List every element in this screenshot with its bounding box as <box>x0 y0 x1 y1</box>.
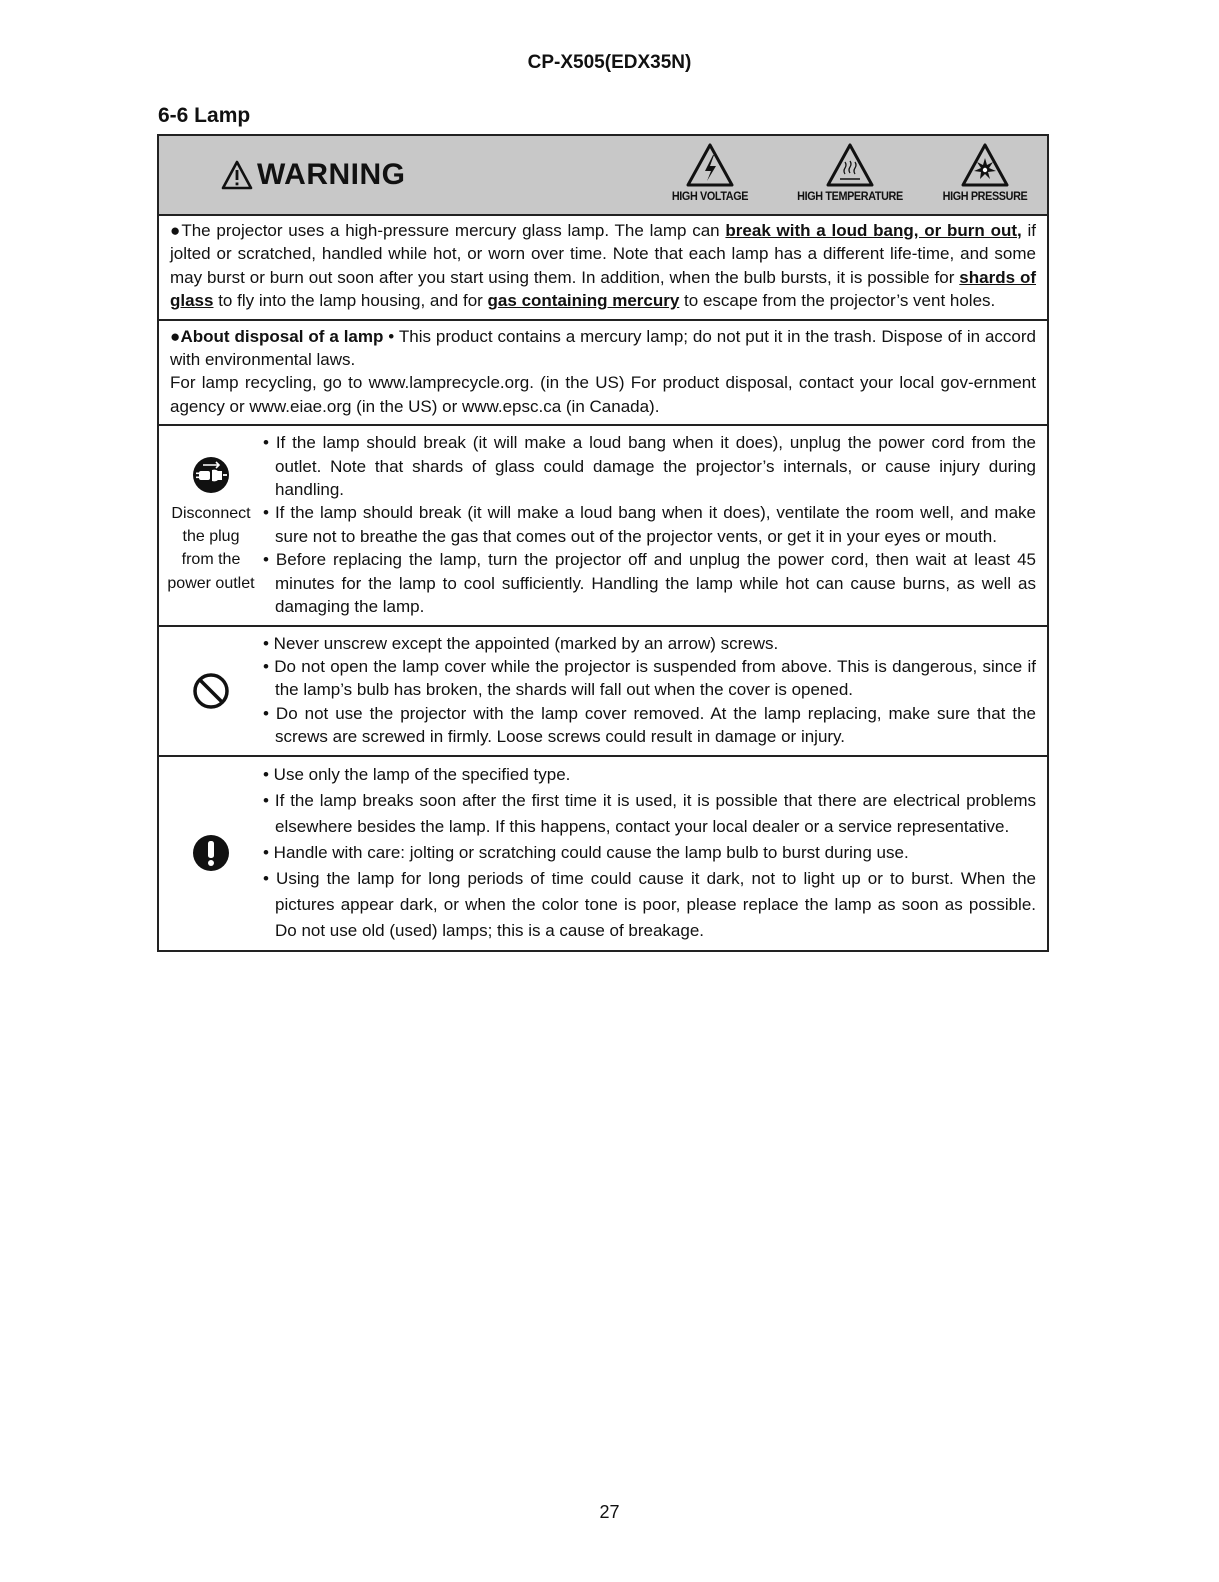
cooldown-bullet: • Before replacing the lamp, turn the projector off and unplug the power cord, then wait at least 45 minutes for the lamp to cool sufficiently. Handling the lamp while hot can cause burns, as well as damaging the lamp. <box>263 550 1036 617</box>
lamp-burst-paragraph: ●The projector uses a high-pressure mercury glass lamp. The lamp can break with a loud bang, or burn out, if jolted or scratched, handled while hot, or worn over time. Note that each lamp has a different life-time, and some may burst or burn out soon after you start using them. In addition, when the bulb bursts, it is possible for shards of glass to fly into the lamp housing, and for gas containing mercury to escape from the projector’s vent holes. <box>170 221 1036 311</box>
prohibition-icon-cell <box>159 627 263 755</box>
document-model-header: CP-X505(EDX35N) <box>527 52 692 73</box>
warning-header <box>159 136 1047 216</box>
caution-triangle-icon <box>221 160 253 190</box>
disconnect-icon-cell <box>159 426 263 624</box>
disconnect-caption: Disconnect the plug from the power outlet <box>167 504 255 592</box>
disposal-row <box>159 321 1047 427</box>
disconnect-row <box>159 426 1047 626</box>
section-title: 6-6 Lamp <box>158 104 251 127</box>
hazard-high-voltage <box>650 142 770 203</box>
disconnect-plug-icon <box>192 456 230 494</box>
disposal-paragraph: ●About disposal of a lamp • This product contains a mercury lamp; do not put it in the trash. Dispose of in accord with environmental laws. <box>170 326 1036 370</box>
ventilate-bullet: • If the lamp should break (it will make a loud bang when it does), ventilate the room well, and make sure not to breathe the gas that comes out of the projector vents, or get it in your eyes or mouth. <box>263 503 1036 546</box>
cover-removed-bullet: • Do not use the projector with the lamp cover removed. At the lamp replacing, make sure that the screws are screwed in firmly. Loose screws could result in damage or injury. <box>263 703 1036 747</box>
handle-with-care-bullet: • Handle with care: jolting or scratching could cause the lamp bulb to burst during use. <box>263 842 909 862</box>
high-pressure-icon <box>960 142 1010 188</box>
mandatory-icon-cell <box>159 757 263 950</box>
prohibition-icon <box>192 672 230 710</box>
break-unplug-bullet: • If the lamp should break (it will make a loud bang when it does), unplug the power cord from the outlet. Note that shards of glass could damage the projector’s internals, or cause injury during handling. <box>263 433 1036 500</box>
disposal-lead: About disposal of a lamp <box>180 326 384 346</box>
mandatory-row <box>159 757 1047 950</box>
warning-title-text: WARNING <box>257 158 406 191</box>
high-voltage-icon <box>685 142 735 188</box>
hazard-label: HIGH TEMPERATURE <box>797 189 903 203</box>
lamp-warning-box <box>157 134 1049 952</box>
hazard-high-temperature <box>790 142 910 203</box>
specified-lamp-bullet: • Use only the lamp of the specified type. <box>263 764 571 784</box>
replace-lamp-bullet: • Using the lamp for long periods of time could cause it dark, not to light up or to burst. When the pictures appear dark, or when the color tone is poor, please replace the lamp as soon as possible. Do not use old (used) lamps; this is a cause of breakage. <box>263 868 1036 940</box>
warning-title <box>221 158 406 192</box>
high-temperature-icon <box>825 142 875 188</box>
page-number: 27 <box>599 1502 620 1522</box>
prohibition-row <box>159 627 1047 757</box>
hazard-high-pressure <box>925 142 1045 203</box>
electrical-problems-bullet: • If the lamp breaks soon after the first time it is used, it is possible that there are electrical problems elsewhere besides the lamp. If this happens, contact your local dealer or a service representative. <box>263 790 1036 836</box>
screws-bullet: • Never unscrew except the appointed (marked by an arrow) screws. <box>263 633 779 653</box>
hazard-label: HIGH PRESSURE <box>942 189 1028 203</box>
lamp-warning-row <box>159 216 1047 321</box>
hazard-label: HIGH VOLTAGE <box>671 189 749 203</box>
recycling-paragraph: For lamp recycling, go to www.lamprecycle.org. (in the US) For product disposal, contact your local gov-ernment agency or www.eiae.org (in the US) or www.epsc.ca (in Canada). <box>170 373 1036 416</box>
exclamation-icon <box>192 834 230 872</box>
lamp-cover-bullet: • Do not open the lamp cover while the projector is suspended from above. This is dangerous, since if the lamp’s bulb has broken, the shards will fall out when the cover is opened. <box>263 656 1036 700</box>
